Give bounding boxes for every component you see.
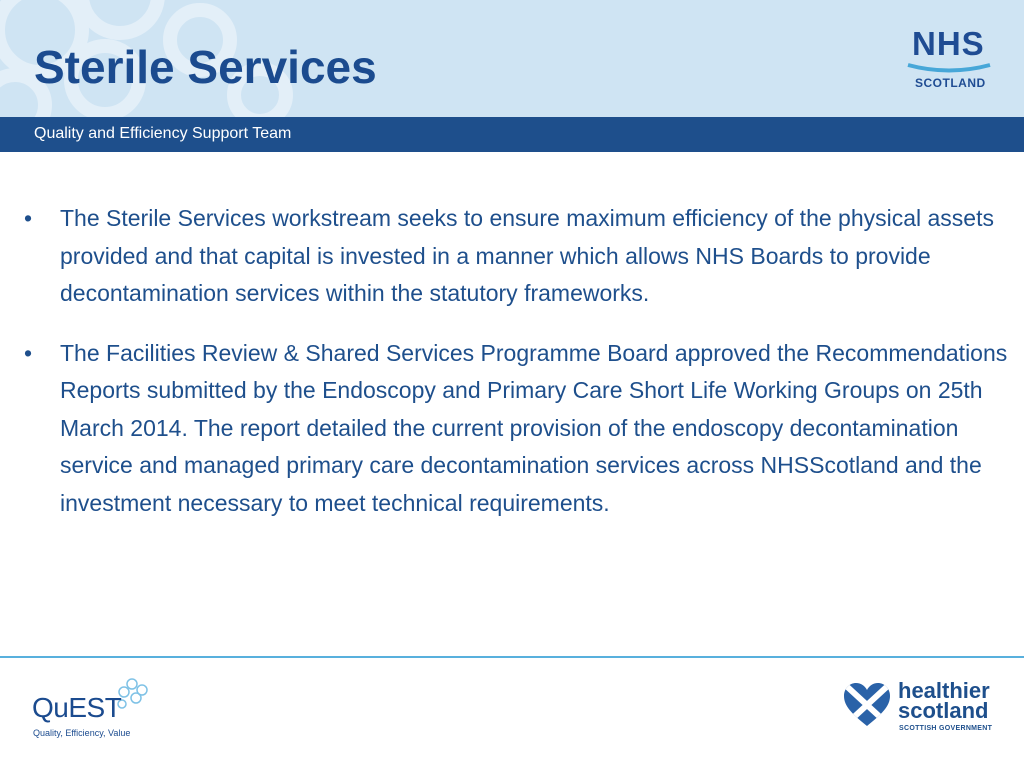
quest-logo-word: QuEST bbox=[32, 692, 122, 723]
nhs-logo-word: NHS bbox=[912, 25, 985, 62]
subtitle-band bbox=[0, 117, 1024, 152]
scotland-word: scotland bbox=[898, 698, 989, 723]
nhs-swoosh-icon bbox=[906, 62, 992, 74]
saltire-heart-icon bbox=[842, 682, 892, 728]
bullet-list bbox=[24, 200, 1014, 544]
healthier-word: healthier bbox=[898, 678, 990, 703]
nhs-logo-subword: SCOTLAND bbox=[915, 76, 986, 90]
footer-divider bbox=[0, 656, 1024, 658]
nhs-scotland-logo bbox=[902, 26, 994, 94]
band-text: Quality and Efficiency Support Team bbox=[34, 125, 292, 142]
slide-header bbox=[0, 0, 1024, 117]
quest-logo bbox=[28, 676, 158, 742]
bullet-marker: • bbox=[24, 339, 33, 366]
bullet-text: The Sterile Services workstream seeks to ensure maximum efficiency of the physical assets provided and that capital is invested in a manner which allows NHS Boards to provide decontamination services within the statutory frameworks. bbox=[60, 205, 994, 306]
scottish-government-label: SCOTTISH GOVERNMENT bbox=[899, 725, 993, 732]
bullet-text: The Facilities Review & Shared Services Programme Board approved the Recommendations Reports submitted by the Endoscopy and Primary Care Short Life Working Groups on 25th March 2014. The report detailed the current provision of the endoscopy decontamination service and managed primary care decontamination services across NHSScotland and the investment necessary to meet technical requirements. bbox=[60, 339, 1008, 516]
list-item bbox=[24, 200, 1014, 313]
healthier-scotland-logo bbox=[842, 680, 1002, 736]
bullet-marker: • bbox=[24, 205, 33, 231]
list-item bbox=[24, 335, 1014, 523]
quest-tagline: Quality, Efficiency, Value bbox=[33, 728, 131, 738]
page-title: Sterile Services bbox=[34, 41, 377, 93]
